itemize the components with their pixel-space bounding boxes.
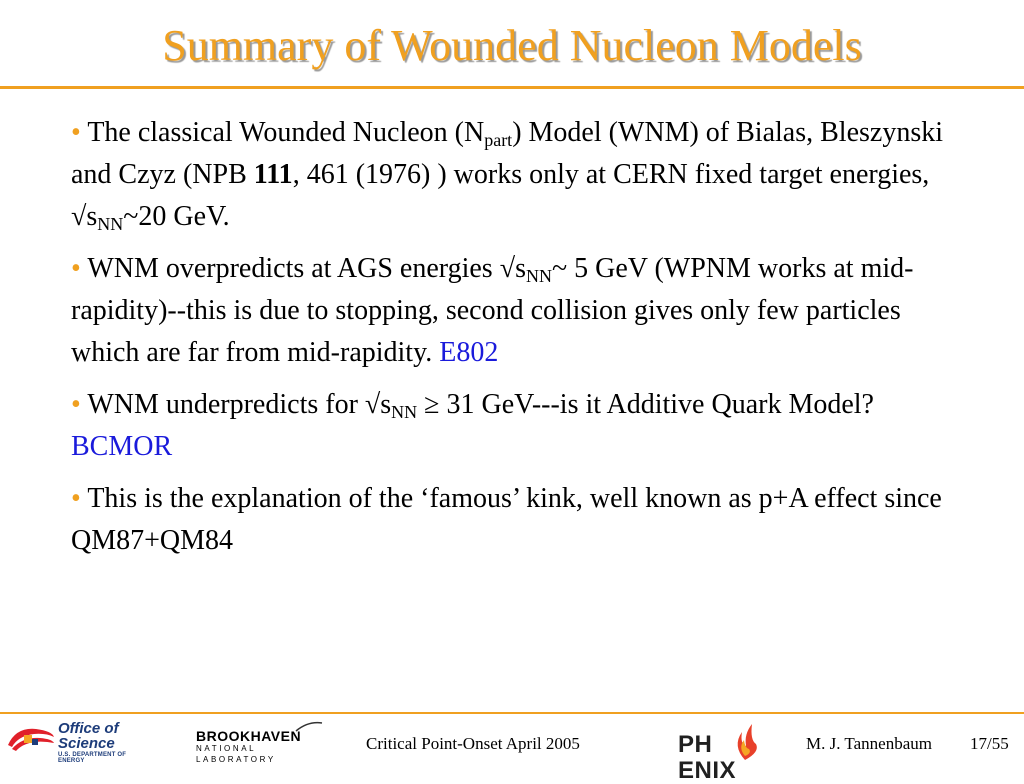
doe-line-1: Office of	[58, 720, 119, 737]
doe-title	[58, 721, 119, 751]
subscript-nn: NN	[391, 402, 418, 422]
title-divider	[0, 86, 1024, 89]
brookhaven-logo	[196, 728, 326, 764]
doe-emblem-icon	[6, 723, 56, 753]
subscript-nn: NN	[97, 214, 124, 234]
subscript-nn: NN	[525, 266, 552, 286]
doe-line-2: Science	[58, 735, 115, 752]
bullet-1-text-c: , 461 (1976) ) works only at CERN fixed target energies, √s	[71, 159, 930, 232]
bullet-marker: •	[71, 389, 81, 420]
bullet-3-text-a: WNM underpredicts for √s	[87, 389, 392, 420]
slide-body	[71, 112, 971, 572]
bullet-3	[71, 384, 971, 468]
footer-conference: Critical Point-Onset April 2005	[366, 734, 580, 753]
bullet-1-text-a: The classical Wounded Nucleon (N	[87, 117, 485, 148]
bullet-2-text-a: WNM overpredicts at AGS energies √s	[87, 253, 526, 284]
bullet-marker: •	[71, 253, 81, 284]
phenix-right: ENIX	[678, 757, 737, 784]
bullet-marker: •	[71, 117, 81, 148]
slide-footer	[0, 712, 1024, 784]
slide-title: Summary of Wounded Nucleon Models	[162, 21, 862, 70]
doe-subtitle: U.S. DEPARTMENT OF ENERGY	[58, 752, 127, 764]
bullet-1-text-b: ) Model (WNM) of Bialas, Bleszynski and Czyz (NPB	[71, 117, 944, 190]
phenix-logo	[678, 726, 798, 784]
brookhaven-swoosh-icon	[294, 721, 324, 733]
brookhaven-subtitle: NATIONAL LABORATORY	[196, 744, 276, 764]
doe-office-of-science-logo	[6, 721, 146, 763]
bullet-marker: •	[71, 483, 81, 514]
bullet-1-text-d: ~20 GeV.	[123, 201, 230, 232]
bullet-2	[71, 248, 971, 374]
bullet-2-text-b: ~ 5 GeV (WPNM works at mid-rapidity)--this is due to stopping, second collision gives only few particles which are far from mid-rapidity.	[71, 253, 914, 368]
bullet-4	[71, 478, 971, 562]
bullet-4-text: This is the explanation of the ‘famous’ kink, well known as p+A effect since QM87+QM84	[71, 483, 942, 556]
subscript-part: part	[484, 130, 513, 150]
footer-author: M. J. Tannenbaum	[806, 734, 932, 753]
volume-number: 111	[253, 159, 293, 190]
phenix-left: PH	[678, 731, 713, 758]
phenix-flame-icon	[728, 722, 762, 762]
link-bcmor[interactable]: BCMOR	[71, 431, 173, 462]
bullet-1	[71, 112, 971, 238]
link-e802[interactable]: E802	[439, 337, 499, 368]
brookhaven-name: BROOKHAVEN	[196, 728, 302, 744]
bullet-3-text-b: ≥ 31 GeV---is it Additive Quark Model?	[417, 389, 874, 420]
footer-divider	[0, 712, 1024, 714]
page-number: 17/55	[970, 734, 1009, 753]
